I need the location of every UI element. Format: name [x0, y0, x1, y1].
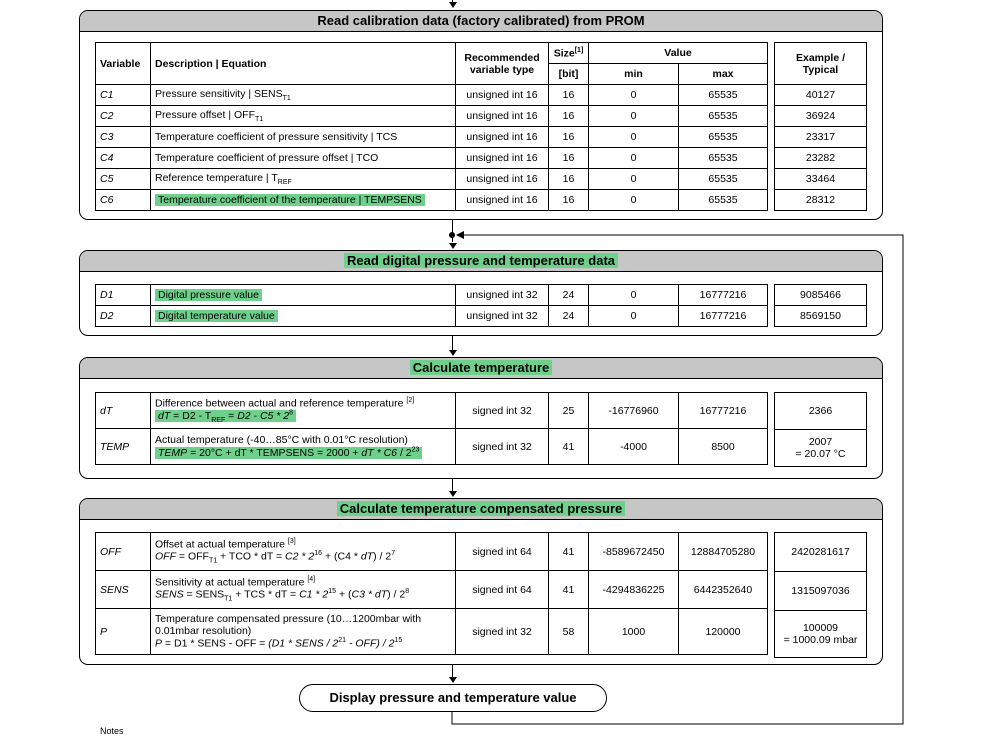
digital-data-section [79, 250, 883, 336]
row-var-SENS: SENS [96, 571, 151, 609]
row-var-dT: dT [96, 393, 151, 429]
row-desc-P: Temperature compensated pressure (10…1200mbar with 0.01mbar resolution) P = D1 * SENS - OFF = (D1 * SENS / $2^{21} - OFF) / 2^{15}$ [151, 609, 456, 655]
calibration-var-cell: C3 [96, 127, 151, 148]
row-max-SENS: 6442352640 [679, 571, 768, 609]
calibration-desc-cell: Temperature coefficient of the temperature | TEMPSENS [151, 190, 456, 211]
example-P: 100009 = 1000.09 mbar [775, 611, 867, 658]
row-size-dT: 25 [549, 393, 589, 429]
calibration-desc-cell: Temperature coefficient of pressure offset | TCO [151, 148, 456, 169]
calibration-min-cell: 0 [589, 169, 679, 190]
row-min-SENS: -4294836225 [589, 571, 679, 609]
row-size-OFF: 41 [549, 533, 589, 571]
pressure-section-title: Calculate temperature compensated pressure [80, 499, 882, 520]
calibration-var-cell: C2 [96, 106, 151, 127]
calibration-example-cell: 23282 [775, 148, 867, 169]
digital-data-table [95, 284, 768, 327]
row-size-P: 58 [549, 609, 589, 655]
display-step: Display pressure and temperature value [299, 684, 607, 712]
digital-example-cell: 8569150 [775, 306, 867, 327]
calibration-desc-cell: Pressure sensitivity | $SENS_{T1}$ [151, 85, 456, 106]
temperature-section [79, 357, 883, 479]
calibration-type-cell: unsigned int 16 [456, 148, 549, 169]
calibration-size-cell: 16 [549, 85, 589, 106]
digital-var-cell: D1 [96, 285, 151, 306]
calibration-size-cell: 16 [549, 148, 589, 169]
calibration-example-table [774, 42, 867, 211]
calibration-max-cell: 65535 [679, 127, 768, 148]
calibration-section-title: Read calibration data (factory calibrated) from PROM [80, 11, 882, 32]
notes-label: Notes [100, 726, 124, 736]
calibration-row [96, 169, 768, 190]
calibration-desc-cell: Temperature coefficient of pressure sensitivity | TCS [151, 127, 456, 148]
row-var-P: P [96, 609, 151, 655]
row-desc-SENS: Sensitivity at actual temperature [4] SENS = $SENS_{T1}$ + TCS * dT = $C1 * 2^{15} + (C3 * dT) / 2^8$ [151, 571, 456, 609]
row-max-P: 120000 [679, 609, 768, 655]
row-min-P: 1000 [589, 609, 679, 655]
temperature-section-title: Calculate temperature [80, 358, 882, 379]
row-size-TEMP: 41 [549, 429, 589, 465]
digital-data-section-title: Read digital pressure and temperature data [80, 251, 882, 272]
digital-desc-cell: Digital temperature value [151, 306, 456, 327]
calibration-section [79, 10, 883, 220]
header-min: min [589, 64, 679, 85]
header-example: Example / Typical [775, 43, 867, 85]
temperature-example-table [774, 392, 867, 467]
calibration-min-cell: 0 [589, 106, 679, 127]
row-type-OFF: signed int 64 [456, 533, 549, 571]
digital-min-cell: 0 [589, 306, 679, 327]
digital-var-cell: D2 [96, 306, 151, 327]
header-max: max [679, 64, 768, 85]
calibration-example-cell: 33464 [775, 169, 867, 190]
header-value: Value [589, 43, 768, 64]
calibration-max-cell: 65535 [679, 148, 768, 169]
row-type-P: signed int 32 [456, 609, 549, 655]
row-min-OFF: -8589672450 [589, 533, 679, 571]
calibration-max-cell: 65535 [679, 190, 768, 211]
example-dT: 2366 [775, 393, 867, 430]
pressure-table [95, 532, 768, 655]
calibration-min-cell: 0 [589, 85, 679, 106]
row-desc-TEMP: Actual temperature (-40…85°C with 0.01°C resolution) TEMP = 20°C + dT * TEMPSENS = 2000 + dT * $C6 / 2^{23}$ [151, 429, 456, 465]
calibration-example-cell: 40127 [775, 85, 867, 106]
calibration-example-cell: 36924 [775, 106, 867, 127]
header-size-unit: [bit] [549, 64, 589, 85]
digital-max-cell: 16777216 [679, 306, 768, 327]
calibration-var-cell: C1 [96, 85, 151, 106]
calibration-desc-cell: Pressure offset | $OFF_{T1}$ [151, 106, 456, 127]
digital-example-table [774, 284, 867, 327]
row-max-dT: 16777216 [679, 393, 768, 429]
calibration-var-cell: C6 [96, 190, 151, 211]
row-size-SENS: 41 [549, 571, 589, 609]
row-max-TEMP: 8500 [679, 429, 768, 465]
pressure-example-table [774, 532, 867, 658]
calibration-type-cell: unsigned int 16 [456, 127, 549, 148]
header-description: Description | Equation [151, 43, 456, 85]
calibration-min-cell: 0 [589, 127, 679, 148]
digital-size-cell: 24 [549, 285, 589, 306]
row-desc-dT: Difference between actual and reference temperature [2] dT = $D2 - T_{REF} = D2 - C5 * 2^8$ [151, 393, 456, 429]
digital-min-cell: 0 [589, 285, 679, 306]
calibration-desc-cell: Reference temperature | $T_{REF}$ [151, 169, 456, 190]
header-size: Size[1] [549, 43, 589, 64]
calibration-row [96, 127, 768, 148]
row-max-OFF: 12884705280 [679, 533, 768, 571]
row-var-TEMP: TEMP [96, 429, 151, 465]
calibration-size-cell: 16 [549, 169, 589, 190]
digital-example-cell: 9085466 [775, 285, 867, 306]
calibration-max-cell: 65535 [679, 169, 768, 190]
digital-desc-cell: Digital pressure value [151, 285, 456, 306]
row-type-TEMP: signed int 32 [456, 429, 549, 465]
calibration-type-cell: unsigned int 16 [456, 106, 549, 127]
temperature-table [95, 392, 768, 465]
calibration-row [96, 148, 768, 169]
calibration-min-cell: 0 [589, 148, 679, 169]
row-desc-OFF: Offset at actual temperature [3] OFF = $OFF_{T1}$ + TCO * dT = $C2 * 2^{16} + (C4 * dT) / 2^7$ [151, 533, 456, 571]
calibration-type-cell: unsigned int 16 [456, 190, 549, 211]
header-variable: Variable [96, 43, 151, 85]
calibration-type-cell: unsigned int 16 [456, 85, 549, 106]
calibration-example-cell: 23317 [775, 127, 867, 148]
calibration-min-cell: 0 [589, 190, 679, 211]
calibration-size-cell: 16 [549, 127, 589, 148]
example-SENS: 1315097036 [775, 572, 867, 611]
calibration-row [96, 106, 768, 127]
calibration-max-cell: 65535 [679, 85, 768, 106]
digital-row [96, 306, 768, 327]
row-type-SENS: signed int 64 [456, 571, 549, 609]
calibration-table [95, 42, 768, 211]
calibration-row [96, 190, 768, 211]
calibration-type-cell: unsigned int 16 [456, 169, 549, 190]
calibration-var-cell: C5 [96, 169, 151, 190]
row-min-TEMP: -4000 [589, 429, 679, 465]
row-min-dT: -16776960 [589, 393, 679, 429]
calibration-row [96, 85, 768, 106]
example-TEMP: 2007 = 20.07 °C [775, 430, 867, 467]
calibration-example-cell: 28312 [775, 190, 867, 211]
digital-type-cell: unsigned int 32 [456, 285, 549, 306]
calibration-size-cell: 16 [549, 106, 589, 127]
calibration-var-cell: C4 [96, 148, 151, 169]
calibration-max-cell: 65535 [679, 106, 768, 127]
digital-max-cell: 16777216 [679, 285, 768, 306]
row-var-OFF: OFF [96, 533, 151, 571]
pressure-section [79, 498, 883, 665]
header-type: Recommended variable type [456, 43, 549, 85]
digital-type-cell: unsigned int 32 [456, 306, 549, 327]
digital-size-cell: 24 [549, 306, 589, 327]
example-OFF: 2420281617 [775, 533, 867, 572]
calibration-size-cell: 16 [549, 190, 589, 211]
row-type-dT: signed int 32 [456, 393, 549, 429]
digital-row [96, 285, 768, 306]
